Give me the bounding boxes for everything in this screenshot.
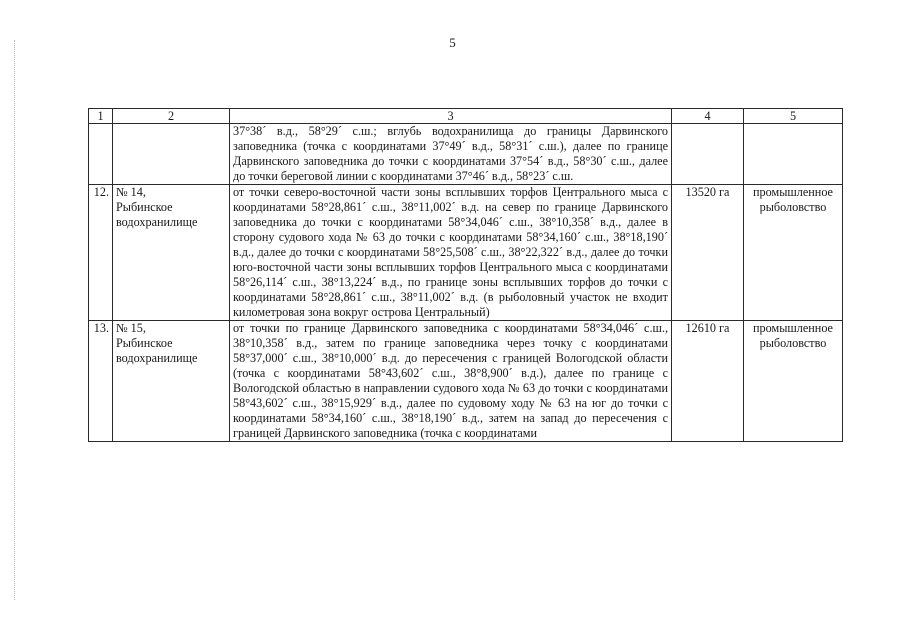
row-number: 12. [89, 185, 113, 321]
column-number-row [89, 109, 843, 124]
column-number: 3 [230, 109, 672, 124]
table-row [89, 124, 843, 185]
area-name-line: Рыбинское [116, 200, 173, 214]
area-name-line: водохранилище [116, 215, 198, 229]
column-number: 4 [672, 109, 744, 124]
boundary-description: 37°38´ в.д., 58°29´ с.ш.; вглубь водохранилища до границы Дарвинского заповедника (точка с координатами 37°49´ в.д., 58°31´ с.ш.), далее по границе Дарвинского заповедника до точки с координатами 37°54´ в.д., 58°30´ с.ш., далее до точки береговой линии с координатами 37°46´ в.д., 58°23´ с.ш. [230, 124, 672, 185]
row-number [89, 124, 113, 185]
page-number: 5 [449, 35, 456, 50]
column-number: 1 [89, 109, 113, 124]
area-size: 13520 га [672, 185, 744, 321]
area-name-line: Рыбинское [116, 336, 173, 350]
area-name-line: № 15, [116, 321, 146, 335]
area-name-cell [113, 124, 230, 185]
row-number: 13. [89, 321, 113, 442]
scan-edge-artifact [14, 40, 16, 600]
area-name-cell [113, 321, 230, 442]
area-name-line: водохранилище [116, 351, 198, 365]
area-name-cell [113, 185, 230, 321]
usage-type: промышленное рыболовство [744, 321, 843, 442]
area-name-line: № 14, [116, 185, 146, 199]
column-number: 5 [744, 109, 843, 124]
boundary-description: от точки по границе Дарвинского заповедника с координатами 58°34,046´ с.ш., 38°10,358´ в.д., затем по границе заповедника через точку с координатами 58°37,000´ с.ш., 38°10,000´ в.д. до пересечения с границей Вологодской области (точка с координатами 58°43,602´ с.ш., 38°8,900´ в.д.), далее по границе с Вологодской областью в направлении судового хода № 63 до точки с координатами 58°43,602´ с.ш., 38°15,929´ в.д., далее по судовому ходу № 63 на юг до точки с координатами 58°34,160´ с.ш., 38°18,190´ в.д., затем на запад до пересечения с границей Дарвинского заповедника (точка с координатами [230, 321, 672, 442]
area-size: 12610 га [672, 321, 744, 442]
table-row [89, 321, 843, 442]
boundary-description: от точки северо-восточной части зоны всплывших торфов Центрального мыса с координатами 58°28,861´ с.ш., 38°11,002´ в.д. на север по границе Дарвинского заповедника до точки с координатами 58°34,046´ с.ш., 38°10,358´ в.д., далее в сторону судового хода № 63 до точки с координатами 58°34,160´ с.ш., 38°18,190´ в.д., далее до точки с координатами 58°25,508´ с.ш., 38°22,322´ в.д., далее до точки юго-восточной части зоны всплывших торфов Центрального мыса с координатами 58°26,114´ с.ш., 38°13,224´ в.д., по границе зоны всплывших торфов до точки с координатами 58°28,861´ с.ш., 38°11,002´ в.д. (в рыболовный участок не входит километровая зона вокруг острова Центральный) [230, 185, 672, 321]
area-size [672, 124, 744, 185]
table-row [89, 185, 843, 321]
usage-type [744, 124, 843, 185]
usage-type: промышленное рыболовство [744, 185, 843, 321]
fishing-areas-table [88, 108, 843, 442]
column-number: 2 [113, 109, 230, 124]
